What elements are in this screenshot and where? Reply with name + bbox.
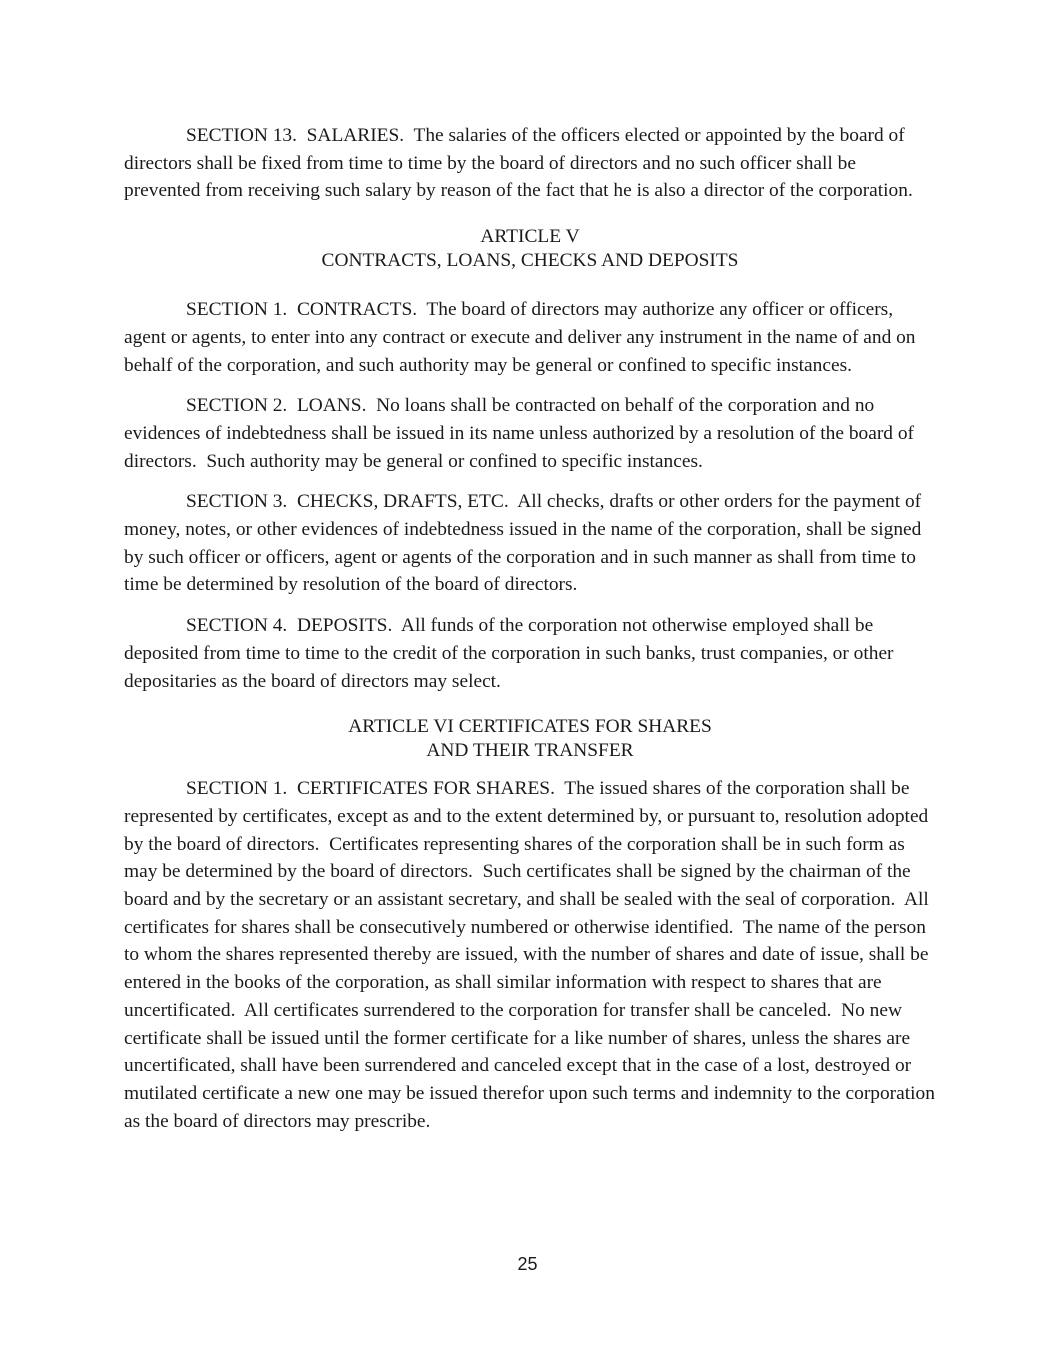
article-6-title: ARTICLE VI CERTIFICATES FOR SHARES [348, 716, 712, 738]
article-5-title: ARTICLE V [480, 226, 580, 248]
article-6-heading [124, 715, 936, 763]
article-5-subtitle: CONTRACTS, LOANS, CHECKS AND DEPOSITS [321, 250, 739, 272]
article-5-heading [124, 225, 936, 273]
article-6-subtitle: AND THEIR TRANSFER [426, 740, 634, 762]
section-13-salaries: SECTION 13. SALARIES. The salaries of the officers elected or appointed by the board of directors shall be fixed from time to time by the board of directors and no such officer shall be prevented from receiving such salary by reason of the fact that he is also a director of the corporation. [124, 125, 913, 202]
article-5-section-1-contracts: SECTION 1. CONTRACTS. The board of directors may authorize any officer or officers, agent or agents, to enter into any contract or execute and deliver any instrument in the name of and on behalf of the corporation, and such authority may be general or confined to specific instances. [124, 299, 921, 376]
article-5-section-3-checks: SECTION 3. CHECKS, DRAFTS, ETC. All checks, drafts or other orders for the payment of money, notes, or other evidences of indebtedness issued in the name of the corporation, shall be signed by such officer or officers, agent or agents of the corporation and in such manner as shall from time to time be determined by resolution of the board of directors. [124, 491, 927, 596]
article-5-section-4-deposits: SECTION 4. DEPOSITS. All funds of the corporation not otherwise employed shall be deposited from time to time to the credit of the corporation in such banks, trust companies, or other depositaries as the board of directors may select. [124, 615, 899, 692]
article-5-section-2-loans: SECTION 2. LOANS. No loans shall be contracted on behalf of the corporation and no evidences of indebtedness shall be issued in its name unless authorized by a resolution of the board of directors. Such authority may be general or confined to specific instances. [124, 395, 919, 472]
document-body [124, 122, 940, 1135]
article-6-section-1-certificates: SECTION 1. CERTIFICATES FOR SHARES. The issued shares of the corporation shall be represented by certificates, except as and to the extent determined by, or pursuant to, resolution adopted by the board of directors. Certificates representing shares of the corporation shall be in such form as may be determined by the board of directors. Such certificates shall be signed by the chairman of the board and by the secretary or an assistant secretary, and shall be sealed with the seal of corporation. All certificates for shares shall be consecutively numbered or otherwise identified. The name of the person to whom the shares represented thereby are issued, with the number of shares and date of issue, shall be entered in the books of the corporation, as shall similar information with respect to shares that are uncertificated. All certificates surrendered to the corporation for transfer shall be canceled. No new certificate shall be issued until the former certificate for a like number of shares, unless the shares are uncertificated, shall have been surrendered and canceled except that in the case of a lost, destroyed or mutilated certificate a new one may be issued therefor upon such terms and indemnity to the corporation as the board of directors may prescribe. [124, 778, 940, 1132]
page-number: 25 [517, 1254, 538, 1274]
